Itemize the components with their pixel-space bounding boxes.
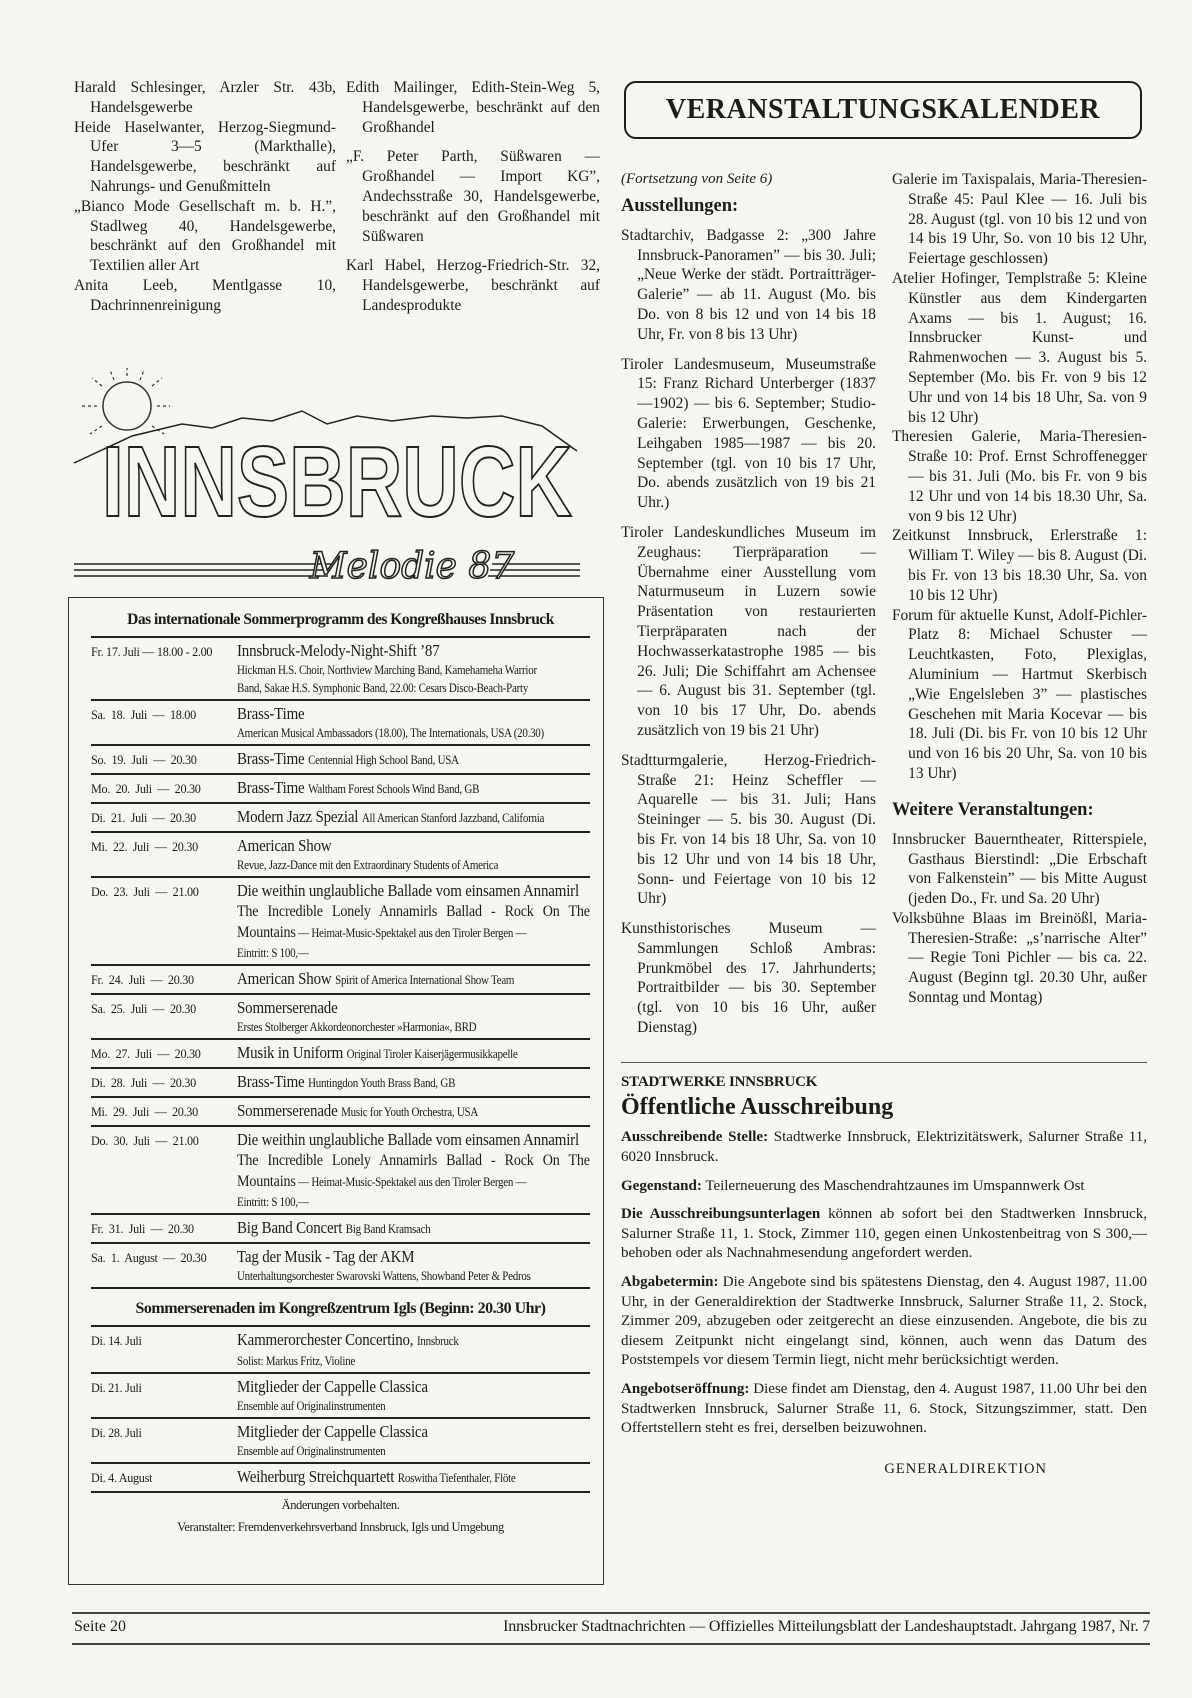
event-content xyxy=(237,1129,590,1211)
event-date: Fr. 17. Juli — 18.00 - 2.00 xyxy=(91,645,213,659)
entry: Harald Schlesinger, Arzler Str. 43b, Handelsgewerbe xyxy=(74,79,336,116)
event-detail: Ensemble auf Originalinstrumenten xyxy=(237,1399,386,1413)
event-date: Mo. 27. Juli — 20.30 xyxy=(91,1047,201,1061)
event-title-text: Brass-Time xyxy=(237,749,305,768)
calendar-title-box xyxy=(624,81,1142,139)
event-content xyxy=(237,1466,590,1489)
event-date: Di. 21. Juli — 20.30 xyxy=(91,811,196,825)
event-detail: Eintritt: S 100,— xyxy=(237,1195,309,1209)
event-title xyxy=(237,1421,590,1442)
event-title xyxy=(237,1466,590,1489)
program-row xyxy=(91,746,590,775)
event-content xyxy=(237,1246,590,1285)
publication-line: Innsbrucker Stadtnachrichten — Offizielles Mitteilungsblatt der Landeshauptstadt. Jahrgang 1987, Nr. 7 xyxy=(503,1618,1150,1635)
event-description: — Heimat-Music-Spektakel aus den Tiroler Bergen — xyxy=(295,1175,527,1189)
event-content-wrapper xyxy=(237,880,590,962)
event-performers: Spirit of America International Show Team xyxy=(335,973,515,987)
entry: Karl Habel, Herzog-Friedrich-Str. 32, Handelsgewerbe, beschränkt auf Landesprodukte xyxy=(346,257,600,314)
event-title xyxy=(237,1042,590,1065)
event-title-text: Brass-Time xyxy=(237,704,305,723)
event-content-wrapper xyxy=(237,1376,590,1415)
event-title-text: Brass-Time xyxy=(237,1072,305,1091)
tender-paragraph-lead: Abgabetermin: xyxy=(621,1274,719,1291)
entry: Stadtarchiv, Badgasse 2: „300 Jahre Innsbruck-Panoramen” — bis 30. Juli; „Neue Werke der städt. Portraitträger-Galerie” — ab 11. August (Mo. bis Do. von 8 bis 12 und von 14 bis 18 Uhr, Fr. von 8 bis 13 Uhr) xyxy=(621,226,876,343)
event-content xyxy=(237,1329,590,1370)
event-content xyxy=(237,1217,590,1240)
event-title-text: Brass-Time xyxy=(237,778,305,797)
tender-paragraph-text: Teilerneuerung des Maschendrahtzaunes im Umspannwerk Ost xyxy=(701,1177,1085,1194)
innsbruck-melodie-logo xyxy=(72,366,602,592)
program-row xyxy=(91,638,590,701)
event-title-text: Die weithin unglaubliche Ballade vom einsamen Annamirl xyxy=(237,881,579,900)
entry: Zeitkunst Innsbruck, Erlerstraße 1: William T. Wiley — bis 8. August (Di. bis Fr. von 13 bis 18.30 Uhr, Sa. von 10 bis 12 Uhr) xyxy=(892,527,1147,604)
section-divider xyxy=(621,1062,1147,1063)
tender-paragraph xyxy=(621,1128,1147,1167)
notice-column-2 xyxy=(346,78,600,326)
event-content xyxy=(237,835,590,874)
igls-heading: Sommerserenaden im Kongreßzentrum Igls (Beginn: 20.30 Uhr) xyxy=(91,1289,590,1327)
program-heading: Das internationale Sommerprogramm des Kongreßhauses Innsbruck xyxy=(91,598,590,638)
program-row xyxy=(91,1215,590,1244)
event-content-wrapper xyxy=(237,703,590,742)
event-date: Di. 28. Juli — 20.30 xyxy=(91,1076,196,1090)
entry: Kunsthistorisches Museum — Sammlungen Schloß Ambras: Prunkmöbel des 17. Jahrhunderts; Portraitbilder — bis 30. September (tgl. von 10 bis 16 Uhr, außer Dienstag) xyxy=(621,920,876,1037)
event-title-continued xyxy=(237,901,590,944)
event-title xyxy=(237,1129,590,1150)
event-date: So. 19. Juli — 20.30 xyxy=(91,753,197,767)
event-title xyxy=(237,748,590,771)
event-title-english: The Incredible Lonely Annamirls Ballad - Rock On The Mountains xyxy=(237,903,590,941)
event-detail: Ensemble auf Originalinstrumenten xyxy=(237,1444,386,1458)
program-row xyxy=(91,1374,590,1419)
event-title-text: Mitglieder der Cappelle Classica xyxy=(237,1422,428,1441)
event-title xyxy=(237,968,590,991)
tender-paragraph xyxy=(621,1177,1147,1197)
event-title-text: Kammerorchester Concertino, xyxy=(237,1330,414,1349)
event-date: Fr. 31. Juli — 20.30 xyxy=(91,1222,194,1236)
entry: Atelier Hofinger, Templstraße 5: Kleine Künstler aus dem Kindergarten Axams — bis 1. August; 16. Innsbrucker Kunst- und Rahmenwochen — 3. August bis 5. September (Mo. bis Fr. von 9 bis 12 Uhr und von 14 bis 18 Uhr, Sa. von 9 bis 12 Uhr) xyxy=(892,269,1147,426)
event-date: Di. 4. August xyxy=(91,1471,153,1485)
calendar-column-2 xyxy=(892,170,1147,1048)
program-row xyxy=(91,1244,590,1289)
event-content xyxy=(237,1042,590,1065)
event-date: Mi. 22. Juli — 20.30 xyxy=(91,840,198,854)
event-title xyxy=(237,835,590,856)
entry: Forum für aktuelle Kunst, Adolf-Pichler-Platz 8: Michael Schuster — Leuchtkasten, Foto, Plexiglas, Aluminium — Hartmut Skerbisch „Wie Engelsleben 3” — plastisches Geschehen mit Maria Kocevar — bis 18. Juli (Di. bis Fr. von 10 bis 12 Uhr und von 16 bis 20 Uhr, Sa. von 10 bis 13 Uhr) xyxy=(892,606,1147,782)
calendar-title: VERANSTALTUNGSKALENDER xyxy=(665,94,1101,125)
event-performers: Centennial High School Band, USA xyxy=(308,753,459,767)
event-title xyxy=(237,1071,590,1094)
tender-paragraph-lead: Die Ausschreibungsunterlagen xyxy=(621,1206,821,1223)
event-title-text: American Show xyxy=(237,969,332,988)
event-content-wrapper xyxy=(237,1100,590,1123)
summer-program-table xyxy=(68,597,604,1585)
event-content xyxy=(237,1100,590,1123)
tender-paragraph-text: Die Angebote sind bis spätestens Dienstag, den 4. August 1987, 11.00 Uhr, in der Generaldirektion der Stadtwerke Innsbruck, Salurner Straße 11, 2. Stock, Zimmer 209, abzugeben oder zeitgerecht an diese einzusenden. Angebote, die bis zu diesem Zeitpunkt nicht eingelangt sind, können, auch wenn das Datum des Poststempels vor diesem Termin liegt, nicht mehr berücksichtigt werden. xyxy=(621,1274,1147,1369)
entry: Heide Haselwanter, Herzog-Siegmund-Ufer 3—5 (Markthalle), Handelsgewerbe, beschränkt auf Nahrungs- und Genußmitteln xyxy=(74,118,336,195)
tender-paragraph xyxy=(621,1205,1147,1264)
entry: Tiroler Landesmuseum, Museumstraße 15: Franz Richard Unterberger (1837—1902) — bis 6. September; Studio-Galerie: Erwerbungen, Geschenke, Leihgaben 1985—1987 — bis 20. September (tgl. von 10 bis 17 Uhr, Do. abends zusätzlich von 19 bis 21 Uhr.) xyxy=(621,355,876,512)
entry: Innsbrucker Bauerntheater, Ritterspiele, Gasthaus Bierstindl: „Die Erbschaft von Falkenstein” — bis Mitte August (jeden Do., Fr. und Sa. 20 Uhr) xyxy=(892,830,1147,908)
tender-paragraph-lead: Angebotseröffnung: xyxy=(621,1381,750,1397)
event-title xyxy=(237,1329,590,1352)
tender-signature: GENERALDIREKTION xyxy=(884,1460,1047,1477)
event-content-wrapper xyxy=(237,640,590,697)
event-content xyxy=(237,777,590,800)
entry: Theresien Galerie, Maria-Theresien-Straße 10: Prof. Ernst Schroffenegger — bis 31. Juli (Mo. bis Fr. von 9 bis 12 Uhr und von 14 bis 18.30 Uhr, Sa. von 9 bis 12 Uhr) xyxy=(892,428,1147,525)
organizer-note: Veranstalter: Fremdenverkehrsverband Innsbruck, Igls und Umgebung xyxy=(177,1520,504,1534)
event-title xyxy=(237,640,590,661)
event-date: Mo. 20. Juli — 20.30 xyxy=(91,782,201,796)
event-title-text: Innsbruck-Melody-Night-Shift ’87 xyxy=(237,641,440,660)
calendar-column-1 xyxy=(621,170,876,1048)
entry: Anita Leeb, Mentlgasse 10, Dachrinnenreinigung xyxy=(74,276,336,314)
program-row xyxy=(91,995,590,1040)
event-content-wrapper xyxy=(237,1246,590,1285)
event-content-wrapper xyxy=(237,835,590,874)
event-date: Sa. 18. Juli — 18.00 xyxy=(91,708,196,722)
tender-paragraph-lead: Ausschreibende Stelle: xyxy=(621,1129,769,1146)
program-row xyxy=(91,1419,590,1464)
event-content xyxy=(237,703,590,742)
event-content-wrapper xyxy=(237,1466,590,1489)
event-performers: Original Tiroler Kaiserjägermusikkapelle xyxy=(346,1047,518,1061)
event-title-text: Die weithin unglaubliche Ballade vom einsamen Annamirl xyxy=(237,1130,579,1149)
entry: Edith Mailinger, Edith-Stein-Weg 5, Handelsgewerbe, beschränkt auf den Großhandel xyxy=(346,79,600,136)
sun-icon xyxy=(82,368,170,434)
logo-title: INNSBRUCK xyxy=(102,426,572,538)
program-row xyxy=(91,833,590,878)
program-row xyxy=(91,1464,590,1493)
further-events-heading: Weitere Veranstaltungen: xyxy=(892,799,1094,820)
page-number: Seite 20 xyxy=(74,1618,126,1635)
event-title-text: American Show xyxy=(237,836,332,855)
footer-rule-top xyxy=(72,1612,1150,1614)
event-date: Do. 30. Juli — 21.00 xyxy=(91,1134,199,1148)
entry: Volksbühne Blaas im Breinößl, Maria-Theresien-Straße: „s’narrische Alter” — Regie Toni Pichler — bis ca. 22. August (Beginn tgl. 20.30 Uhr, außer Sonntag und Montag) xyxy=(892,909,1147,1007)
event-content-wrapper xyxy=(237,777,590,800)
notice-column-1 xyxy=(74,78,336,316)
event-title-text: Sommerserenade xyxy=(237,998,338,1017)
event-date: Sa. 25. Juli — 20.30 xyxy=(91,1002,196,1016)
program-row xyxy=(91,1040,590,1069)
entry: „Bianco Mode Gesellschaft m. b. H.”, Stadlweg 40, Handelsgewerbe, beschränkt auf den Großhandel mit Textilien aller Art xyxy=(74,197,336,275)
event-content xyxy=(237,997,590,1036)
event-performers: Music for Youth Orchestra, USA xyxy=(341,1105,479,1119)
event-content xyxy=(237,640,590,697)
logo-subtitle: Melodie 87 xyxy=(309,546,515,587)
event-content xyxy=(237,806,590,829)
event-content xyxy=(237,1421,590,1460)
event-title-text: Weiherburg Streichquartett xyxy=(237,1467,395,1486)
tender-paragraph-text: können ab sofort bei den Stadtwerken Innsbruck, Salurner Straße 11, 1. Stock, Zimmer 110, gegen einen Unkostenbeitrag von S 300,— behoben oder als Nachnahmesendung angefordert werden. xyxy=(621,1206,1147,1262)
event-title-continued xyxy=(237,1150,590,1193)
event-date: Do. 23. Juli — 21.00 xyxy=(91,885,199,899)
event-performers: Innsbruck xyxy=(416,1334,459,1348)
program-row xyxy=(91,701,590,746)
event-title xyxy=(237,997,590,1018)
event-content-wrapper xyxy=(237,1071,590,1094)
event-performers: Huntingdon Youth Brass Band, GB xyxy=(308,1076,456,1090)
event-date: Mi. 29. Juli — 20.30 xyxy=(91,1105,198,1119)
event-date: Di. 21. Juli xyxy=(91,1381,142,1395)
right-column xyxy=(621,170,1147,1478)
event-date: Di. 28. Juli xyxy=(91,1426,142,1440)
event-detail: Erstes Stolberger Akkordeonorchester »Harmonia«, BRD xyxy=(237,1020,477,1034)
program-row xyxy=(91,1098,590,1127)
changes-note: Änderungen vorbehalten. xyxy=(281,1498,400,1512)
event-content xyxy=(237,1071,590,1094)
event-content-wrapper xyxy=(237,748,590,771)
event-detail: Solist: Markus Fritz, Violine xyxy=(237,1354,355,1368)
event-detail: Eintritt: S 100,— xyxy=(237,946,309,960)
program-row xyxy=(91,966,590,995)
event-title xyxy=(237,703,590,724)
event-date: Sa. 1. August — 20.30 xyxy=(91,1251,207,1265)
tender-paragraph-lead: Gegenstand: xyxy=(621,1177,702,1194)
event-content-wrapper xyxy=(237,968,590,991)
event-performers: All American Stanford Jazzband, California xyxy=(361,811,545,825)
event-content xyxy=(237,1376,590,1415)
event-detail: Unterhaltungsorchester Swarovski Wattens, Showband Peter & Pedros xyxy=(237,1269,531,1283)
event-date: Fr. 24. Juli — 20.30 xyxy=(91,973,194,987)
event-detail: Band, Sakae H.S. Symphonic Band, 22.00: Cesars Disco-Beach-Party xyxy=(237,681,529,695)
event-content-wrapper xyxy=(237,806,590,829)
footer-rule-bottom xyxy=(72,1643,1150,1645)
program-row xyxy=(91,1069,590,1098)
event-title-text: Big Band Concert xyxy=(237,1218,343,1237)
event-performers: Big Band Kramsach xyxy=(345,1222,431,1236)
program-row xyxy=(91,775,590,804)
event-title-text: Tag der Musik - Tag der AKM xyxy=(237,1247,415,1266)
entry: Galerie im Taxispalais, Maria-Theresien-Straße 45: Paul Klee — 16. Juli bis 28. August (tgl. von 10 bis 12 und von 14 bis 19 Uhr, So. von 10 bis 12 Uhr, Feiertage geschlossen) xyxy=(892,171,1147,268)
event-date: Di. 14. Juli xyxy=(91,1334,142,1348)
tender-paragraph xyxy=(621,1380,1147,1439)
event-content-wrapper xyxy=(237,1421,590,1460)
tender-paragraph xyxy=(621,1273,1147,1371)
event-title xyxy=(237,777,590,800)
continuation-note: (Fortsetzung von Seite 6) xyxy=(621,171,773,187)
event-content-wrapper xyxy=(237,1042,590,1065)
tender-title: Öffentliche Ausschreibung xyxy=(621,1094,894,1121)
event-content-wrapper xyxy=(237,1129,590,1211)
event-title-text: Sommerserenade xyxy=(237,1101,338,1120)
entry: Stadtturmgalerie, Herzog-Friedrich-Straße 21: Heinz Scheffler — Aquarelle — bis 31. Juli; Hans Steininger — 5. bis 30. August (Di. bis Fr. von 14 bis 18 Uhr, Sa. von 10 bis 12 Uhr und von 14 bis 18 Uhr, Sonn- und Feiertage von 10 bis 12 Uhr) xyxy=(621,751,876,908)
tender-paragraph-text: Diese findet am Dienstag, den 4. August 1987, 11.00 Uhr bei den Stadtwerken Innsbruck, Salurner Straße 11, 6. Stock, Sitzungszimmer, statt. Den Offertstellern steht es frei, derselben beizuwohnen. xyxy=(621,1381,1147,1437)
event-performers: Roswitha Tiefenthaler, Flöte xyxy=(397,1471,516,1485)
event-content-wrapper xyxy=(237,997,590,1036)
event-detail: Revue, Jazz-Dance mit den Extraordinary Students of America xyxy=(237,858,499,872)
event-title xyxy=(237,1376,590,1397)
event-detail: Hickman H.S. Choir, Northview Marching Band, Kamehameha Warrior xyxy=(237,663,537,677)
program-row xyxy=(91,1127,590,1215)
event-title xyxy=(237,806,590,829)
event-content xyxy=(237,880,590,962)
entry: Tiroler Landeskundliches Museum im Zeughaus: Tierpräparation — Übernahme einer Ausstellung vom Naturmuseum in Luzern sowie Präsentation von restaurierten Tierpräparaten nach der Hochwasserkatastrophe 1985 — bis 26. Juli; Die Schiffahrt am Achensee — 6. August bis 31. September (tgl. von 10 bis 17 Uhr, Do. abends zusätzlich von 19 bis 21 Uhr) xyxy=(621,523,876,739)
event-title-english: The Incredible Lonely Annamirls Ballad - Rock On The Mountains xyxy=(237,1152,590,1190)
event-title xyxy=(237,1246,590,1267)
program-row xyxy=(91,1327,590,1374)
event-title-text: Musik in Uniform xyxy=(237,1043,344,1062)
event-performers: Waltham Forest Schools Wind Band, GB xyxy=(308,782,480,796)
tender-organization: STADTWERKE INNSBRUCK xyxy=(621,1073,818,1090)
event-content-wrapper xyxy=(237,1217,590,1240)
event-content xyxy=(237,748,590,771)
event-title-text: Modern Jazz Spezial xyxy=(237,807,359,826)
event-title xyxy=(237,1100,590,1123)
event-description: — Heimat-Music-Spektakel aus den Tiroler Bergen — xyxy=(295,926,527,940)
public-tender-notice xyxy=(621,1073,1147,1439)
event-title xyxy=(237,1217,590,1240)
program-row xyxy=(91,804,590,833)
exhibitions-heading: Ausstellungen: xyxy=(621,195,739,216)
program-row xyxy=(91,878,590,966)
event-content-wrapper xyxy=(237,1329,590,1370)
event-content xyxy=(237,968,590,991)
event-title-text: Mitglieder der Cappelle Classica xyxy=(237,1377,428,1396)
tender-paragraph-text: Stadtwerke Innsbruck, Elektrizitätswerk, Salurner Straße 11, 6020 Innsbruck. xyxy=(621,1129,1147,1166)
entry: „F. Peter Parth, Süßwaren — Großhandel — Import KG”, Andechsstraße 30, Handelsgewerbe, beschränkt auf den Großhandel mit Süßwaren xyxy=(346,148,600,245)
event-title xyxy=(237,880,590,901)
event-detail: American Musical Ambassadors (18.00), The Internationals, USA (20.30) xyxy=(237,726,544,740)
